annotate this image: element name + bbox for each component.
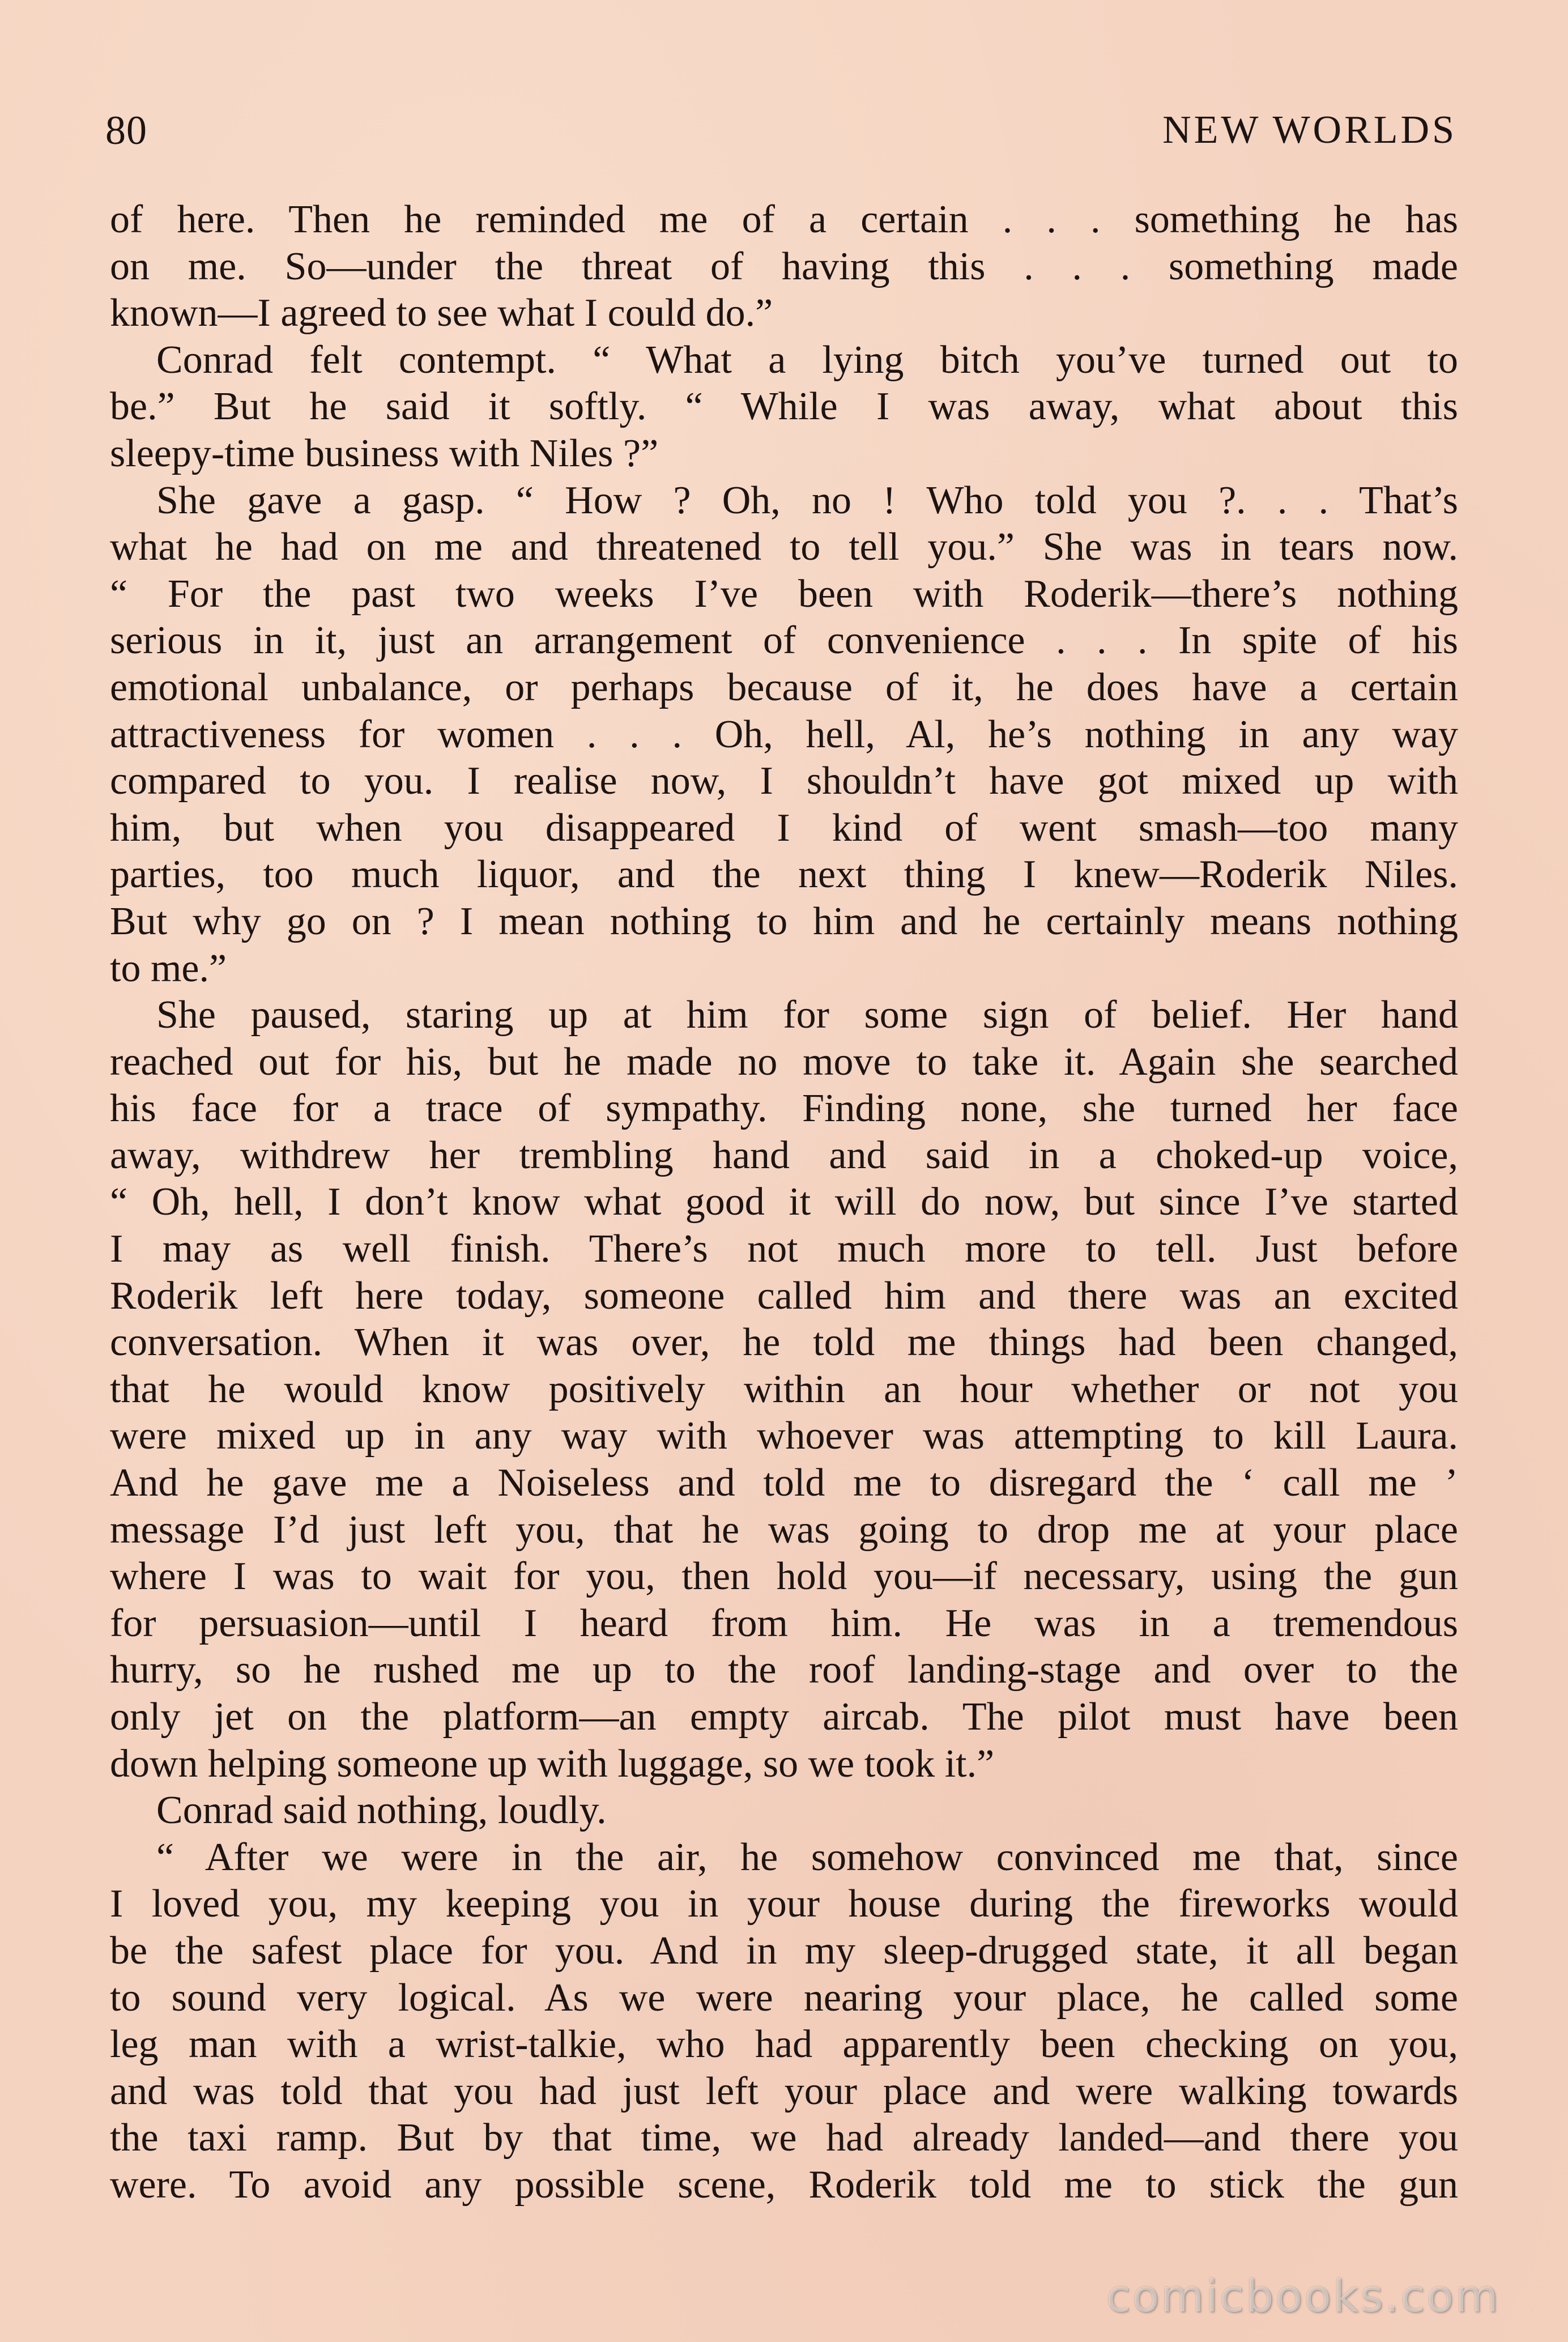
text-line: But why go on ? I mean nothing to him and he certainly means nothing xyxy=(110,899,1458,943)
text-line: on me. So—under the threat of having this . . . something made xyxy=(110,244,1458,288)
text-line: leg man with a wrist-talkie, who had apparently been checking on you, xyxy=(110,2022,1458,2067)
text-line: where I was to wait for you, then hold you—if necessary, using the gun xyxy=(110,1555,1458,1599)
text-line: Roderik left here today, someone called him and there was an excited xyxy=(110,1274,1458,1318)
text-line: his face for a trace of sympathy. Finding none, she turned her face xyxy=(110,1087,1458,1131)
text-line: down helping someone up with luggage, so we took it.” xyxy=(110,1741,995,1786)
text-line: sleepy-time business with Niles ?” xyxy=(110,431,659,475)
text-line: only jet on the platform—an empty aircab. The pilot must have been xyxy=(110,1695,1458,1739)
text-line: emotional unbalance, or perhaps because of it, he does have a certain xyxy=(110,665,1458,709)
text-line: “ After we were in the air, he somehow convinced me that, since xyxy=(156,1835,1458,1879)
text-line: and was told that you had just left your place and were walking towards xyxy=(110,2069,1458,2113)
page-header xyxy=(105,102,1457,164)
text-line: were. To avoid any possible scene, Roderik told me to stick the gun xyxy=(110,2162,1458,2207)
text-line: be.” But he said it softly. “ While I was away, what about this xyxy=(110,385,1458,429)
text-line: message I’d just left you, that he was going to drop me at your place xyxy=(110,1508,1458,1552)
text-line: Conrad felt contempt. “ What a lying bitch you’ve turned out to xyxy=(156,338,1458,382)
text-line: parties, too much liquor, and the next thing I knew—Roderik Niles. xyxy=(110,853,1458,897)
text-line: him, but when you disappeared I kind of went smash—too many xyxy=(110,806,1458,850)
text-line: attractiveness for women . . . Oh, hell, Al, he’s nothing in any way xyxy=(110,712,1458,756)
text-line: were mixed up in any way with whoever was attempting to kill Laura. xyxy=(110,1414,1458,1458)
watermark-logo: comicbooks.com xyxy=(1106,2271,1500,2322)
text-line: be the safest place for you. And in my sleep-drugged state, it all began xyxy=(110,1928,1458,1973)
text-line: conversation. When it was over, he told me things had been changed, xyxy=(110,1321,1458,1365)
text-line: of here. Then he reminded me of a certain . . . something he has xyxy=(110,198,1458,241)
text-line: Conrad said nothing, loudly. xyxy=(156,1789,607,1833)
text-line: She paused, staring up at him for some sign of belief. Her hand xyxy=(156,993,1458,1037)
text-line: for persuasion—until I heard from him. He was in a tremendous xyxy=(110,1601,1458,1645)
text-line: She gave a gasp. “ How ? Oh, no ! Who told you ?. . . That’s xyxy=(156,478,1458,522)
text-line: the taxi ramp. But by that time, we had already landed—and there you xyxy=(110,2116,1458,2160)
text-line: that he would know positively within an hour whether or not you xyxy=(110,1367,1458,1411)
body-text xyxy=(110,197,1458,2209)
text-line: I may as well finish. There’s not much more to tell. Just before xyxy=(110,1227,1458,1271)
text-line: I loved you, my keeping you in your house during the fireworks would xyxy=(110,1882,1458,1926)
text-line: reached out for his, but he made no move to take it. Again she searched xyxy=(110,1040,1458,1084)
text-line: to sound very logical. As we were nearing your place, he called some xyxy=(110,1975,1458,2020)
page-number: 80 xyxy=(105,108,147,153)
text-line: compared to you. I realise now, I shouldn’t have got mixed up with xyxy=(110,759,1458,803)
text-line: what he had on me and threatened to tell you.” She was in tears now. xyxy=(110,525,1458,569)
text-line: known—I agreed to see what I could do.” xyxy=(110,291,773,335)
text-line: And he gave me a Noiseless and told me to disregard the ‘ call me ’ xyxy=(110,1461,1458,1505)
text-line: hurry, so he rushed me up to the roof landing-stage and over to the xyxy=(110,1648,1458,1692)
text-line: to me.” xyxy=(110,946,227,990)
running-head: NEW WORLDS xyxy=(1162,108,1457,152)
text-line: away, withdrew her trembling hand and said in a choked-up voice, xyxy=(110,1133,1458,1177)
text-line: “ For the past two weeks I’ve been with Roderik—there’s nothing xyxy=(110,572,1458,616)
text-line: “ Oh, hell, I don’t know what good it will do now, but since I’ve started xyxy=(110,1180,1458,1224)
text-line: serious in it, just an arrangement of convenience . . . In spite of his xyxy=(110,619,1458,663)
